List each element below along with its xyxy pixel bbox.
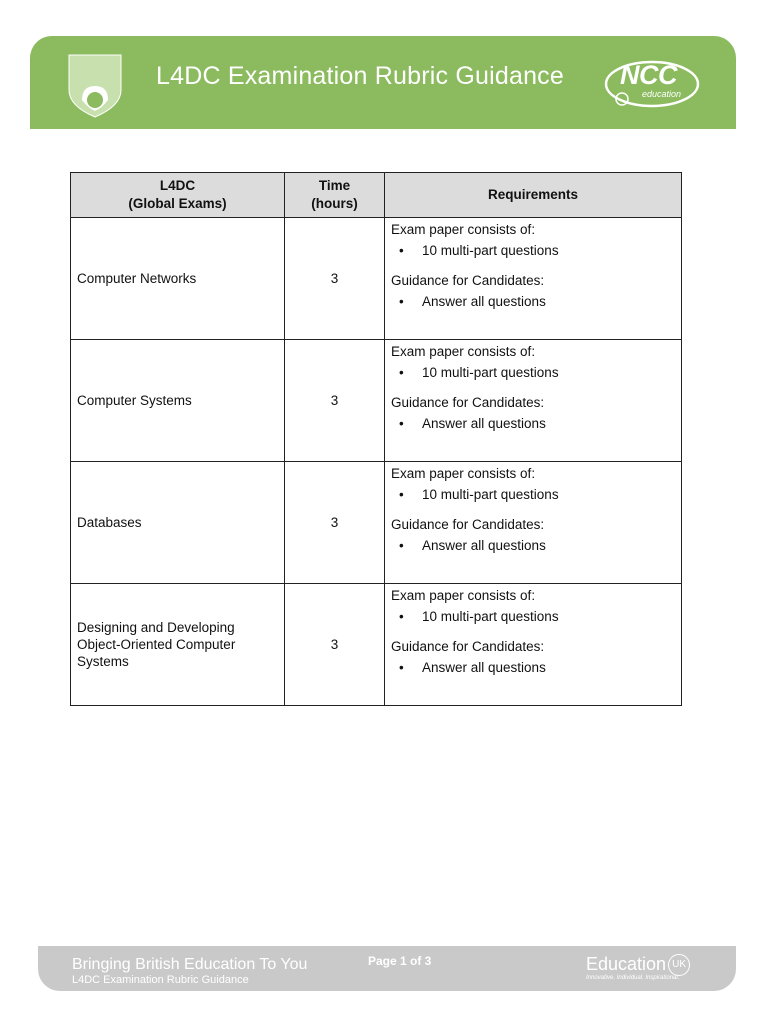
page-number: Page 1 of 3 (368, 954, 432, 968)
requirements-cell (385, 462, 682, 584)
footer-banner (38, 946, 736, 991)
header-requirements: Requirements (385, 173, 682, 218)
guidance-intro: Guidance for Candidates: (391, 639, 545, 654)
document-title: L4DC Examination Rubric Guidance (156, 62, 564, 90)
guidance-intro: Guidance for Candidates: (391, 517, 545, 532)
guidance-bullet-text: Answer all questions (422, 660, 546, 675)
footer-tagline: Bringing British Education To You (72, 956, 308, 973)
table-row (71, 340, 682, 462)
bullet-icon: • (399, 416, 404, 431)
bullet-icon: • (399, 660, 404, 675)
time-cell: 3 (285, 218, 385, 340)
table-row (71, 218, 682, 340)
table-row (71, 584, 682, 706)
guidance-bullet-text: Answer all questions (422, 538, 546, 553)
guidance-bullet (391, 659, 675, 677)
education-uk-tagline: Innovative. Individual. Inspirational. (586, 975, 680, 981)
subject-cell (71, 584, 285, 706)
footer-document-name: L4DC Examination Rubric Guidance (72, 974, 249, 986)
education-uk-logo (586, 954, 690, 976)
shield-logo-icon (68, 54, 122, 118)
table-row (71, 462, 682, 584)
guidance-bullet (391, 293, 675, 311)
subject-cell (71, 462, 285, 584)
guidance-bullet-text: Answer all questions (422, 416, 546, 431)
bullet-icon: • (399, 294, 404, 309)
time-cell: 3 (285, 462, 385, 584)
time-cell: 3 (285, 584, 385, 706)
requirements-cell (385, 584, 682, 706)
requirements-cell (385, 340, 682, 462)
requirements-bullet-text: 10 multi-part questions (422, 609, 559, 624)
header-time-line2: (hours) (311, 196, 358, 211)
guidance-bullet (391, 537, 675, 555)
subject-cell (71, 340, 285, 462)
ncc-education-logo (602, 56, 700, 112)
requirements-bullet (391, 364, 675, 382)
rubric-table (70, 172, 682, 706)
subject-line: Systems (77, 654, 129, 669)
guidance-bullet-text: Answer all questions (422, 294, 546, 309)
ncc-logo-text: NCC (620, 60, 677, 90)
requirements-bullet (391, 608, 675, 626)
bullet-icon: • (399, 538, 404, 553)
header-subject (71, 173, 285, 218)
subject-line: Object-Oriented Computer (77, 637, 236, 652)
time-cell: 3 (285, 340, 385, 462)
header-time-line1: Time (318, 178, 351, 193)
requirements-bullet-text: 10 multi-part questions (422, 487, 559, 502)
table-header-row (71, 173, 682, 218)
requirements-bullet (391, 486, 675, 504)
subject-line: Computer Systems (77, 393, 192, 408)
subject-line: Computer Networks (77, 271, 197, 286)
requirements-intro: Exam paper consists of: (391, 344, 536, 359)
guidance-intro: Guidance for Candidates: (391, 273, 545, 288)
requirements-cell (385, 218, 682, 340)
header-subject-line2: (Global Exams) (128, 196, 227, 211)
header-subject-line1: L4DC (159, 178, 196, 193)
subject-cell (71, 218, 285, 340)
uk-badge-icon: UK (668, 954, 690, 976)
guidance-bullet (391, 415, 675, 433)
bullet-icon: • (399, 609, 404, 624)
requirements-bullet (391, 242, 675, 260)
header-banner (30, 36, 736, 129)
requirements-bullet-text: 10 multi-part questions (422, 243, 559, 258)
header-time (285, 173, 385, 218)
requirements-intro: Exam paper consists of: (391, 466, 536, 481)
bullet-icon: • (399, 365, 404, 380)
requirements-bullet-text: 10 multi-part questions (422, 365, 559, 380)
bullet-icon: • (399, 487, 404, 502)
education-uk-logo-text: Education (586, 954, 667, 974)
bullet-icon: • (399, 243, 404, 258)
guidance-intro: Guidance for Candidates: (391, 395, 545, 410)
ncc-logo-subtext: education (642, 89, 682, 99)
subject-line: Databases (77, 515, 142, 530)
subject-line: Designing and Developing (77, 620, 235, 635)
requirements-intro: Exam paper consists of: (391, 222, 536, 237)
requirements-intro: Exam paper consists of: (391, 588, 536, 603)
